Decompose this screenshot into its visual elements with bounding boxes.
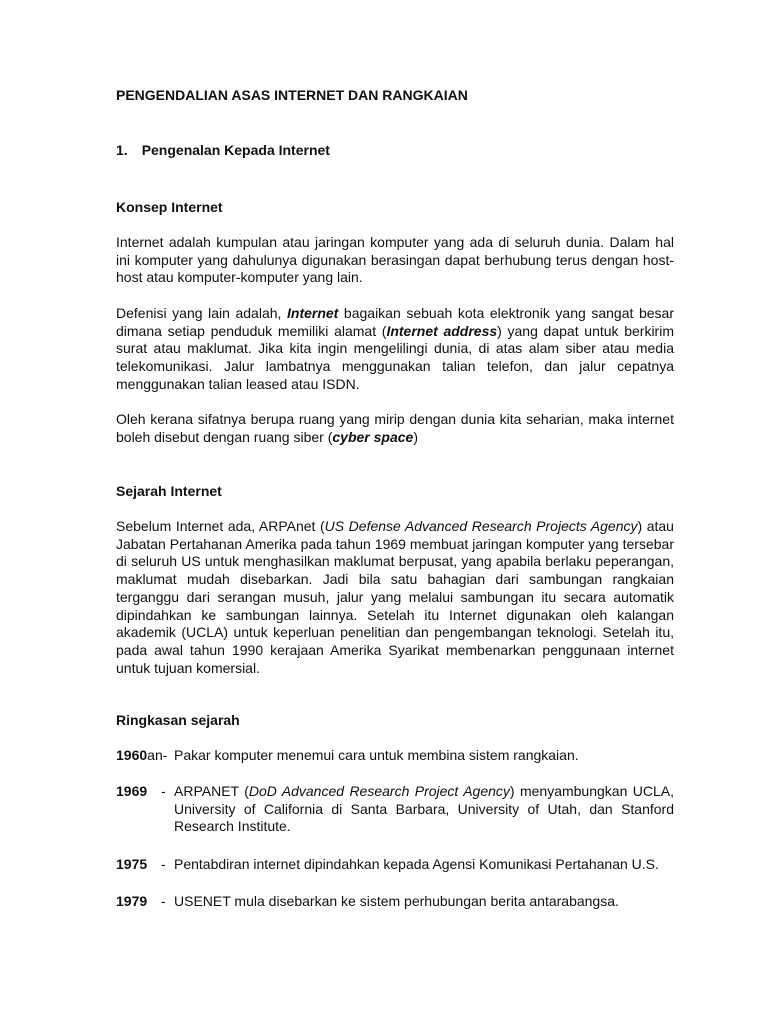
text-run: bagaikan sebuah kota elektronik yang sangat besar dimana setiap penduduk memiliki alamat ( bbox=[116, 305, 674, 339]
section-title: Pengenalan Kepada Internet bbox=[141, 142, 330, 158]
timeline-year: 1969 bbox=[116, 783, 148, 799]
emphasis-dod: DoD Advanced Research Project Agency bbox=[248, 783, 510, 799]
emphasis-internet-address: Internet address bbox=[386, 322, 498, 339]
timeline-year: 1960an- bbox=[116, 747, 168, 763]
konsep-heading: Konsep Internet bbox=[116, 199, 223, 215]
ringkasan-heading: Ringkasan sejarah bbox=[116, 712, 240, 728]
text-run: ) atau Jabatan Pertahanan Amerika pada tahun 1969 membuat jaringan komputer yang tersebar di seluruh US untuk menghasilkan maklumat berpusat, yang apabila berlaku peperangan, maklumat mudah disebarkan. Jadi bila satu bahagian dari sambungan rangkaian terganggu dari serangan musuh, jalur yang melalui sambungan itu secara automatik dipindahkan ke sambungan lainnya. Setelah itu Internet digunakan oleh kalangan akademik (UCLA) untuk keperluan penelitian dan pengembangan teknologi. Setelah itu, pada awal tahun 1990 kerajaan Amerika Syarikat membenarkan penggunaan internet untuk tujuan komersial. bbox=[116, 518, 674, 676]
timeline-text: Pakar komputer menemui cara untuk membina sistem rangkaian. bbox=[174, 747, 579, 763]
timeline-item-1969 bbox=[116, 783, 674, 837]
paragraph-line: ini komputer yang dahulunya digunakan berasingan dapat berhubung terus dengan host- bbox=[116, 251, 674, 268]
timeline-text: ARPANET (DoD Advanced Research Project Agency) menyambungkan UCLA, University of California di Santa Barbara, University of Utah, dan Stanford Research Institute. bbox=[174, 783, 674, 835]
section-number: 1. bbox=[116, 142, 128, 158]
text-run: ) yang dapat untuk berkirim surat atau maklumat. Jika kita ingin mengelilingi dunia, di atas alam siber atau media telekomunikasi. Jalur lambatnya menggunakan talian telefon, dan jalur cepatnya menggunakan talian leased atau ISDN. bbox=[116, 322, 674, 392]
timeline-dash: - bbox=[161, 893, 166, 909]
timeline-text: USENET mula disebarkan ke sistem perhubungan berita antarabangsa. bbox=[174, 893, 619, 909]
timeline-dash: - bbox=[161, 783, 166, 799]
emphasis-arpa: US Defense Advanced Research Projects Agency bbox=[324, 518, 638, 534]
sejarah-paragraph bbox=[116, 518, 674, 677]
emphasis-cyber-space: cyber space bbox=[332, 428, 414, 445]
timeline-dash: - bbox=[161, 856, 166, 872]
text-run: Sebelum Internet ada, ARPAnet ( bbox=[116, 518, 325, 534]
paragraph-line: Internet adalah kumpulan atau jaringan komputer yang ada di seluruh dunia. Dalam hal bbox=[116, 234, 674, 250]
document-title: PENGENDALIAN ASAS INTERNET DAN RANGKAIAN bbox=[116, 87, 468, 103]
paragraph-line: host atau komputer-komputer yang lain. bbox=[116, 269, 363, 286]
sejarah-heading: Sejarah Internet bbox=[116, 483, 222, 499]
timeline-year: 1975 bbox=[116, 856, 148, 872]
konsep-paragraph-2 bbox=[116, 305, 674, 394]
konsep-paragraph-1 bbox=[116, 234, 674, 287]
text-run: ) bbox=[413, 428, 419, 445]
text-run: Defenisi yang lain adalah, bbox=[116, 305, 287, 321]
section-heading bbox=[116, 142, 674, 160]
timeline-year: 1979 bbox=[116, 893, 148, 909]
timeline-text: Pentabdiran internet dipindahkan kepada Agensi Komunikasi Pertahanan U.S. bbox=[174, 856, 659, 872]
emphasis-internet: Internet bbox=[287, 305, 339, 321]
konsep-paragraph-3 bbox=[116, 411, 674, 446]
text-run: Oleh kerana sifatnya berupa ruang yang mirip dengan dunia kita seharian, maka internet boleh disebut dengan ruang siber ( bbox=[116, 411, 674, 445]
